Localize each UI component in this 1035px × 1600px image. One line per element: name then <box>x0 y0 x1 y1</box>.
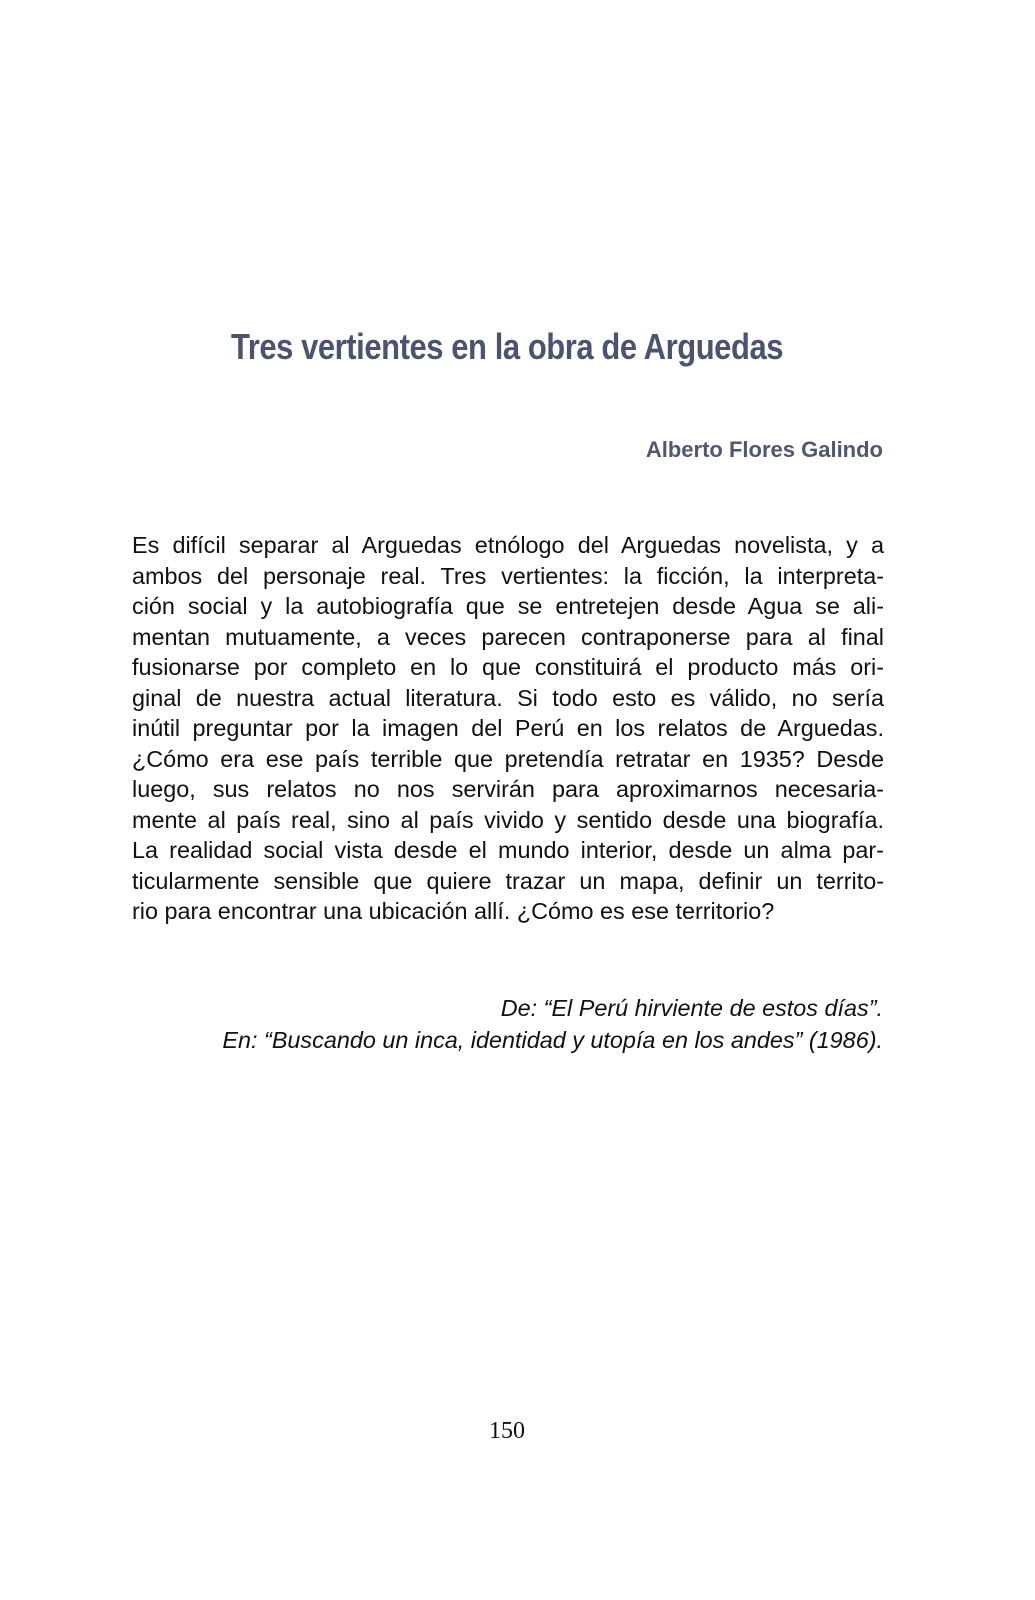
body-line: Es difícil separar al Arguedas etnólogo del Arguedas novelista, y a <box>132 532 884 558</box>
body-line: ticularmente sensible que quiere trazar un mapa, definir un territo- <box>132 867 884 894</box>
source-citation <box>222 992 883 1056</box>
page-number: 150 <box>489 1418 525 1444</box>
body-line: ambos del personaje real. Tres vertientes: la ficción, la interpreta- <box>132 562 884 589</box>
body-line: mente al país real, sino al país vivido y sentido desde una biografía. <box>132 806 884 833</box>
body-line: luego, sus relatos no nos servirán para aproximarnos necesaria- <box>132 776 884 802</box>
body-line: mentan mutuamente, a veces parecen contraponerse para al final <box>132 623 884 650</box>
article-author: Alberto Flores Galindo <box>645 437 883 462</box>
source-line-de: De: “El Perú hirviente de estos días”. <box>500 995 883 1021</box>
article-title: Tres vertientes en la obra de Arguedas <box>230 326 784 367</box>
body-line: ción social y la autobiografía que se entretejen desde Agua se ali- <box>132 593 884 619</box>
body-line: La realidad social vista desde el mundo interior, desde un alma par- <box>132 837 884 863</box>
source-line-en: En: “Buscando un inca, identidad y utopía en los andes” (1986). <box>222 1027 883 1053</box>
body-line: fusionarse por completo en lo que constituirá el producto más ori- <box>132 654 884 680</box>
body-line: rio para encontrar una ubicación allí. ¿Cómo es ese territorio? <box>132 898 775 924</box>
body-line: ginal de nuestra actual literatura. Si todo esto es válido, no sería <box>132 684 884 711</box>
body-line: ¿Cómo era ese país terrible que pretendía retratar en 1935? Desde <box>132 745 884 772</box>
body-line: inútil preguntar por la imagen del Perú en los relatos de Arguedas. <box>132 715 884 741</box>
article-body <box>132 530 884 927</box>
